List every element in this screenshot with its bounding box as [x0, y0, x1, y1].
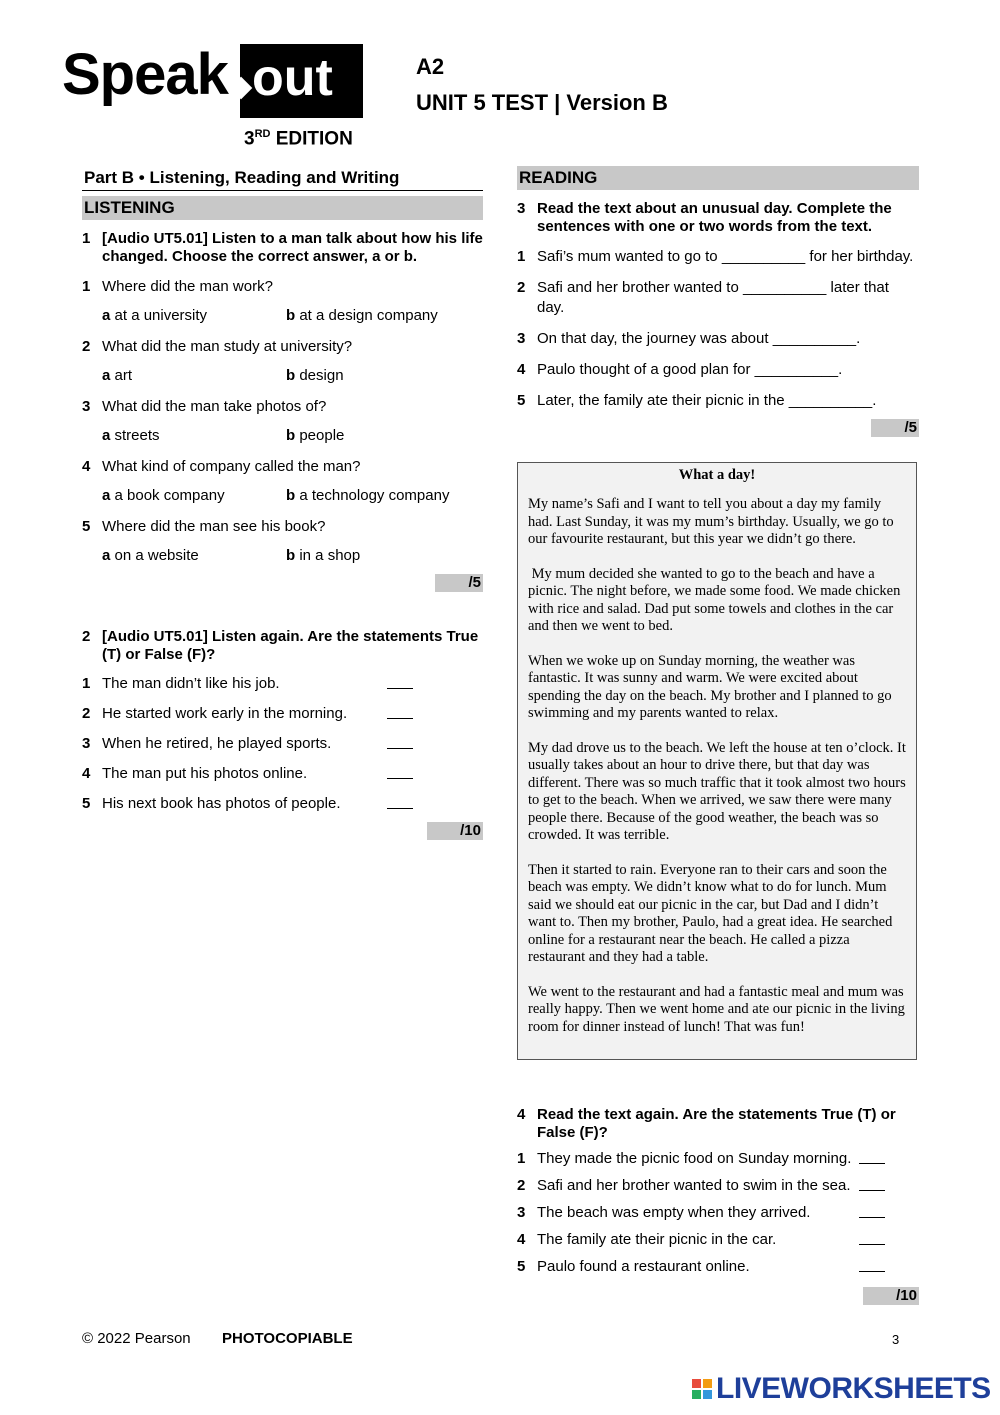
option-text: in a shop — [299, 547, 361, 564]
statement-number: 2 — [517, 1177, 526, 1194]
statement-text: He started work early in the morning. — [102, 705, 348, 722]
statement-text: Paulo found a restaurant online. — [537, 1258, 750, 1275]
answer-blank[interactable] — [859, 1257, 885, 1272]
option-text: on a website — [114, 547, 199, 564]
answer-options — [82, 546, 483, 566]
copyright: © 2022 Pearson — [82, 1330, 191, 1347]
answer-blank[interactable] — [387, 764, 413, 779]
question — [82, 397, 483, 417]
statement-number: 1 — [517, 1150, 526, 1167]
statement-text: His next book has photos of people. — [102, 795, 341, 812]
answer-blank[interactable] — [859, 1203, 885, 1218]
question-text: What did the man take photos of? — [102, 398, 327, 415]
reading-title: What a day! — [678, 467, 756, 483]
option-b — [286, 306, 438, 326]
reading-paragraph: We went to the restaurant and had a fantastic meal and mum was really happy. Then we went home and ate our picnic in the living room for dinner instead of lunch! That was fun! — [528, 983, 909, 1035]
statement-text: When he retired, he played sports. — [102, 735, 332, 752]
option-a — [102, 546, 286, 566]
statement — [82, 794, 483, 814]
answer-blank[interactable] — [387, 704, 413, 719]
statement — [517, 1257, 919, 1277]
logo-edition: 3RD EDITION — [244, 128, 353, 150]
option-text: design — [299, 367, 344, 384]
left-column — [82, 166, 483, 840]
statement-number: 1 — [82, 675, 91, 692]
answer-options — [82, 306, 483, 326]
option-letter: a — [102, 367, 111, 384]
photocopiable-label: PHOTOCOPIABLE — [222, 1330, 353, 1347]
statement-text: The family ate their picnic in the car. — [537, 1231, 777, 1248]
question-number: 2 — [82, 338, 91, 355]
statement-number: 4 — [82, 765, 91, 782]
sentence — [517, 278, 919, 318]
exercise-1-instruction: 1 [Audio UT5.01] Listen to a man talk about how his life changed. Choose the correct answer, a or b. — [82, 230, 483, 265]
right-column — [517, 166, 919, 437]
sentence-text: On that day, the journey was about __________. — [537, 330, 861, 347]
liveworksheets-icon — [692, 1379, 712, 1399]
exercise-3-instruction: 3 Read the text about an unusual day. Complete the sentences with one or two words from the text. — [517, 200, 892, 235]
exercise-4 — [517, 1096, 919, 1305]
statement — [82, 734, 483, 754]
reading-paragraph: Then it started to rain. Everyone ran to their cars and soon the beach was empty. We didn’t know what to do for lunch. Mum said we should eat our picnic in the car, but Dad and I didn’t want to. Then my brother, Paulo, had a great idea. He searched online for a restaurant near the beach. He called a pizza restaurant and they had a table. — [528, 861, 896, 965]
option-letter: b — [286, 307, 296, 324]
option-b — [286, 546, 360, 566]
reading-paragraph: My dad drove us to the beach. We left the house at ten o’clock. It usually takes about an hour to drive there, but that day was different. There was so much traffic that it took almost two hours to get to the beach. When we arrived, we saw there were many people there. Because of the good weather, the beach was so crowded. It was terrible. — [528, 740, 910, 844]
exercise-4-statements — [517, 1149, 919, 1277]
option-text: art — [114, 367, 133, 384]
score-box: /10 — [427, 822, 483, 840]
statement-number: 3 — [517, 1204, 526, 1221]
option-b — [286, 426, 344, 446]
question-text: What did the man study at university? — [102, 338, 353, 355]
option-a — [102, 366, 286, 386]
sentence-text: Later, the family ate their picnic in the __________. — [537, 392, 877, 409]
answer-blank[interactable] — [387, 794, 413, 809]
option-text: at a university — [114, 307, 208, 324]
option-b — [286, 486, 449, 506]
score-box: /10 — [863, 1287, 919, 1305]
exercise-2-statements — [82, 674, 483, 814]
liveworksheets-watermark: LIVEWORKSHEETS — [692, 1374, 991, 1404]
option-a — [102, 426, 286, 446]
logo-out: out — [252, 49, 333, 107]
option-text: people — [299, 427, 345, 444]
statement-text: The man put his photos online. — [102, 765, 308, 782]
score-box: /5 — [435, 574, 483, 592]
answer-blank[interactable] — [859, 1176, 885, 1191]
answer-blank[interactable] — [387, 674, 413, 689]
sentence-number: 1 — [517, 248, 526, 265]
question — [82, 277, 483, 297]
option-text: streets — [114, 427, 160, 444]
statement — [517, 1149, 919, 1169]
option-letter: a — [102, 547, 111, 564]
statement — [517, 1230, 919, 1250]
exercise-3-sentences — [517, 247, 919, 411]
question — [82, 457, 483, 477]
sentence — [517, 329, 919, 349]
reading-paragraph: My name’s Safi and I want to tell you about a day my family had. Last Sunday, it was my mum’s birthday. Usually, we go to our favourite restaurant, but this year we didn’t go there. — [528, 496, 898, 548]
sentence-number: 3 — [517, 330, 526, 347]
page-title: UNIT 5 TEST | Version B — [416, 90, 668, 115]
answer-options — [82, 486, 483, 506]
answer-blank[interactable] — [859, 1230, 885, 1245]
reading-paragraph: My mum decided she wanted to go to the beach and have a picnic. The night before, we made some food. We made chicken with rice and salad. Dad put some towels and clothes in the car and then we went to bed. — [528, 566, 904, 635]
option-letter: b — [286, 547, 296, 564]
exercise-2-instruction: 2 [Audio UT5.01] Listen again. Are the statements True (T) or False (F)? — [82, 628, 479, 663]
option-letter: b — [286, 367, 296, 384]
option-a — [102, 486, 286, 506]
score-box: /5 — [871, 419, 919, 437]
sentence-text: Safi and her brother wanted to __________ later that day. — [537, 279, 889, 316]
option-a — [102, 306, 286, 326]
part-title: Part B • Listening, Reading and Writing — [82, 166, 483, 191]
sentence-number: 5 — [517, 392, 526, 409]
statement-number: 5 — [82, 795, 91, 812]
sentence-text: Paulo thought of a good plan for __________. — [537, 361, 843, 378]
statement — [517, 1203, 919, 1223]
option-letter: b — [286, 487, 296, 504]
question-number: 4 — [82, 458, 91, 475]
question-text: What kind of company called the man? — [102, 458, 361, 475]
question-text: Where did the man see his book? — [102, 518, 326, 535]
reading-text — [517, 462, 917, 1060]
sentence-number: 2 — [517, 279, 526, 296]
question-number: 3 — [82, 398, 91, 415]
statement-text: They made the picnic food on Sunday morning. — [537, 1150, 852, 1167]
option-text: a book company — [114, 487, 225, 504]
reading-paragraph: When we woke up on Sunday morning, the weather was fantastic. It was sunny and warm. We were excited about spending the day on the beach. My brother and I planned to go swimming and my parents wanted to relax. — [528, 653, 896, 722]
section-listening: LISTENING — [82, 196, 483, 220]
answer-blank[interactable] — [859, 1149, 885, 1164]
statement — [517, 1176, 919, 1196]
exercise-4-instruction: 4 Read the text again. Are the statements True (T) or False (F)? — [517, 1106, 896, 1141]
statement-number: 4 — [517, 1231, 526, 1248]
exercise-1-questions — [82, 277, 483, 566]
statement-text: The beach was empty when they arrived. — [537, 1204, 811, 1221]
option-text: at a design company — [299, 307, 438, 324]
answer-options — [82, 426, 483, 446]
option-text: a technology company — [299, 487, 450, 504]
statement-number: 5 — [517, 1258, 526, 1275]
question-number: 5 — [82, 518, 91, 535]
logo-speak: Speak — [62, 42, 228, 107]
statement — [82, 704, 483, 724]
statement-text: Safi and her brother wanted to swim in the sea. — [537, 1177, 851, 1194]
sentence — [517, 247, 919, 267]
statement — [82, 764, 483, 784]
answer-options — [82, 366, 483, 386]
section-reading: READING — [517, 166, 919, 190]
statement-number: 3 — [82, 735, 91, 752]
question-number: 1 — [82, 278, 91, 295]
option-b — [286, 366, 344, 386]
option-letter: b — [286, 427, 296, 444]
option-letter: a — [102, 487, 111, 504]
sentence-number: 4 — [517, 361, 526, 378]
page-number: 3 — [892, 1332, 900, 1347]
statement — [82, 674, 483, 694]
sentence — [517, 391, 919, 411]
answer-blank[interactable] — [387, 734, 413, 749]
option-letter: a — [102, 307, 111, 324]
statement-number: 2 — [82, 705, 91, 722]
question — [82, 517, 483, 537]
question — [82, 337, 483, 357]
sentence-text: Safi’s mum wanted to go to __________ for her birthday. — [537, 248, 914, 265]
statement-text: The man didn’t like his job. — [102, 675, 280, 692]
option-letter: a — [102, 427, 111, 444]
question-text: Where did the man work? — [102, 278, 273, 295]
sentence — [517, 360, 919, 380]
level-label: A2 — [416, 54, 445, 79]
